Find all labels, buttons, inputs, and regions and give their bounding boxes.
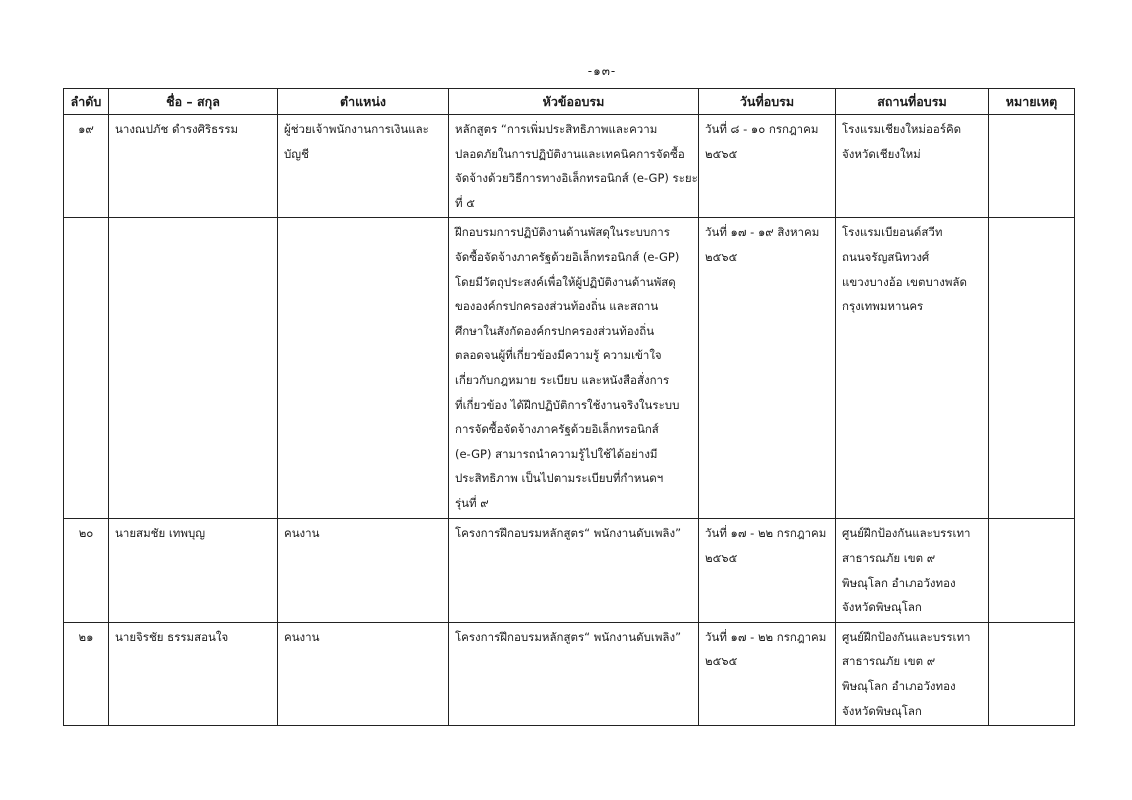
topic-line: รุ่นที่ ๙ <box>455 495 489 510</box>
cell-name: นายสมชัย เทพบุญ <box>109 519 278 622</box>
date-line: ๒๕๖๕ <box>705 654 738 669</box>
venue-line: แขวงบางอ้อ เขตบางพลัด <box>842 274 967 289</box>
topic-line: โดยมีวัตถุประสงค์เพื่อให้ผู้ปฏิบัติงานด้านพัสดุ <box>455 274 676 289</box>
topic-line: หลักสูตร “การเพิ่มประสิทธิภาพและความ <box>455 122 658 136</box>
topic-line: ศึกษาในสังกัดองค์กรปกครองส่วนท้องถิ่น <box>455 323 655 338</box>
cell-topic <box>449 622 699 725</box>
position-line: คนงาน <box>284 629 320 644</box>
table-row <box>64 115 1075 218</box>
cell-remark <box>989 218 1075 519</box>
date-line: วันที่ ๑๗ - ๒๒ กรกฎาคม <box>705 629 827 644</box>
table-row <box>64 218 1075 519</box>
date-line: ๒๕๖๕ <box>705 249 738 264</box>
topic-line: ฝึกอบรมการปฏิบัติงานด้านพัสดุในระบบการ <box>455 225 670 240</box>
venue-line: กรุงเทพมหานคร <box>842 299 924 314</box>
date-line: ๒๕๖๕ <box>705 146 738 161</box>
cell-order <box>64 218 109 519</box>
cell-name: นางณปภัช ดำรงศิริธรรม <box>109 115 278 218</box>
cell-order: ๒๑ <box>64 622 109 725</box>
header-name: ชื่อ – สกุล <box>109 89 278 115</box>
cell-order: ๑๙ <box>64 115 109 218</box>
topic-line: โครงการฝึกอบรมหลักสูตร“ พนักงานดับเพลิง” <box>455 629 682 644</box>
header-position: ตำแหน่ง <box>278 89 449 115</box>
position-line: บัญชี <box>284 146 309 161</box>
header-order: ลำดับ <box>64 89 109 115</box>
date-line: วันที่ ๑๗ - ๒๒ กรกฎาคม <box>705 526 827 541</box>
date-line: วันที่ ๘ - ๑๐ กรกฎาคม <box>705 122 819 136</box>
topic-line: (e-GP) สามารถนำความรู้ไปใช้ได้อย่างมี <box>455 446 658 461</box>
venue-line: พิษณุโลก อำเภอวังทอง <box>842 575 956 590</box>
cell-date <box>699 519 836 622</box>
header-venue: สถานที่อบรม <box>836 89 989 115</box>
topic-line: ประสิทธิภาพ เป็นไปตามระเบียบที่กำหนดฯ <box>455 471 664 486</box>
position-line: ผู้ช่วยเจ้าพนักงานการเงินและ <box>284 122 429 136</box>
cell-remark <box>989 519 1075 622</box>
cell-venue <box>836 622 989 725</box>
cell-name: นายจิรชัย ธรรมสอนใจ <box>109 622 278 725</box>
topic-line: ที่ ๕ <box>455 195 475 210</box>
topic-line: ตลอดจนผู้ที่เกี่ยวข้องมีความรู้ ความเข้าใจ <box>455 348 662 363</box>
cell-position <box>278 115 449 218</box>
venue-line: สาธารณภัย เขต ๙ <box>842 654 936 669</box>
venue-line: สาธารณภัย เขต ๙ <box>842 550 936 565</box>
cell-date <box>699 218 836 519</box>
topic-line: เกี่ยวกับกฎหมาย ระเบียบ และหนังสือสั่งการ <box>455 372 670 387</box>
cell-position <box>278 519 449 622</box>
table-row <box>64 622 1075 725</box>
venue-line: จังหวัดพิษณุโลก <box>842 600 922 615</box>
training-table <box>63 88 1075 726</box>
date-line: วันที่ ๑๗ - ๑๙ สิงหาคม <box>705 225 820 240</box>
cell-order: ๒๐ <box>64 519 109 622</box>
venue-line: จังหวัดเชียงใหม่ <box>842 146 921 161</box>
venue-line: ถนนจรัญสนิทวงศ์ <box>842 249 930 264</box>
header-topic: หัวข้ออบรม <box>449 89 699 115</box>
cell-topic <box>449 218 699 519</box>
table-header-row <box>64 89 1075 115</box>
cell-topic <box>449 115 699 218</box>
cell-remark <box>989 115 1075 218</box>
header-remark: หมายเหตุ <box>989 89 1075 115</box>
table-row <box>64 519 1075 622</box>
cell-date <box>699 115 836 218</box>
cell-venue <box>836 115 989 218</box>
cell-venue <box>836 218 989 519</box>
cell-venue <box>836 519 989 622</box>
venue-line: โรงแรมเชียงใหม่ออร์คิด <box>842 122 962 136</box>
topic-line: ปลอดภัยในการปฏิบัติงานและเทคนิคการจัดซื้อ <box>455 146 685 161</box>
venue-line: พิษณุโลก อำเภอวังทอง <box>842 678 956 693</box>
topic-line: ที่เกี่ยวข้อง ได้ฝึกปฏิบัติการใช้งานจริงในระบบ <box>455 397 680 412</box>
date-line: ๒๕๖๕ <box>705 550 738 565</box>
venue-line: ศูนย์ฝึกป้องกันและบรรเทา <box>842 629 971 644</box>
cell-position <box>278 218 449 519</box>
cell-date <box>699 622 836 725</box>
position-line: คนงาน <box>284 526 320 541</box>
topic-line: โครงการฝึกอบรมหลักสูตร“ พนักงานดับเพลิง” <box>455 526 682 541</box>
topic-line: การจัดซื้อจัดจ้างภาครัฐด้วยอิเล็กทรอนิกส์ <box>455 422 659 437</box>
topic-line: จัดซื้อจัดจ้างภาครัฐด้วยอิเล็กทรอนิกส์ (e-GP) <box>455 249 680 264</box>
venue-line: ศูนย์ฝึกป้องกันและบรรเทา <box>842 526 971 541</box>
topic-line: ขององค์กรปกครองส่วนท้องถิ่น และสถาน <box>455 299 659 314</box>
topic-line: จัดจ้างด้วยวิธีการทางอิเล็กทรอนิกส์ (e-GP) ระยะ <box>455 171 698 186</box>
page-number: -๑๓- <box>587 64 617 78</box>
cell-position <box>278 622 449 725</box>
cell-topic <box>449 519 699 622</box>
cell-remark <box>989 622 1075 725</box>
venue-line: จังหวัดพิษณุโลก <box>842 703 922 718</box>
cell-name <box>109 218 278 519</box>
venue-line: โรงแรมเบียอนด์สวีท <box>842 225 943 240</box>
header-date: วันที่อบรม <box>699 89 836 115</box>
